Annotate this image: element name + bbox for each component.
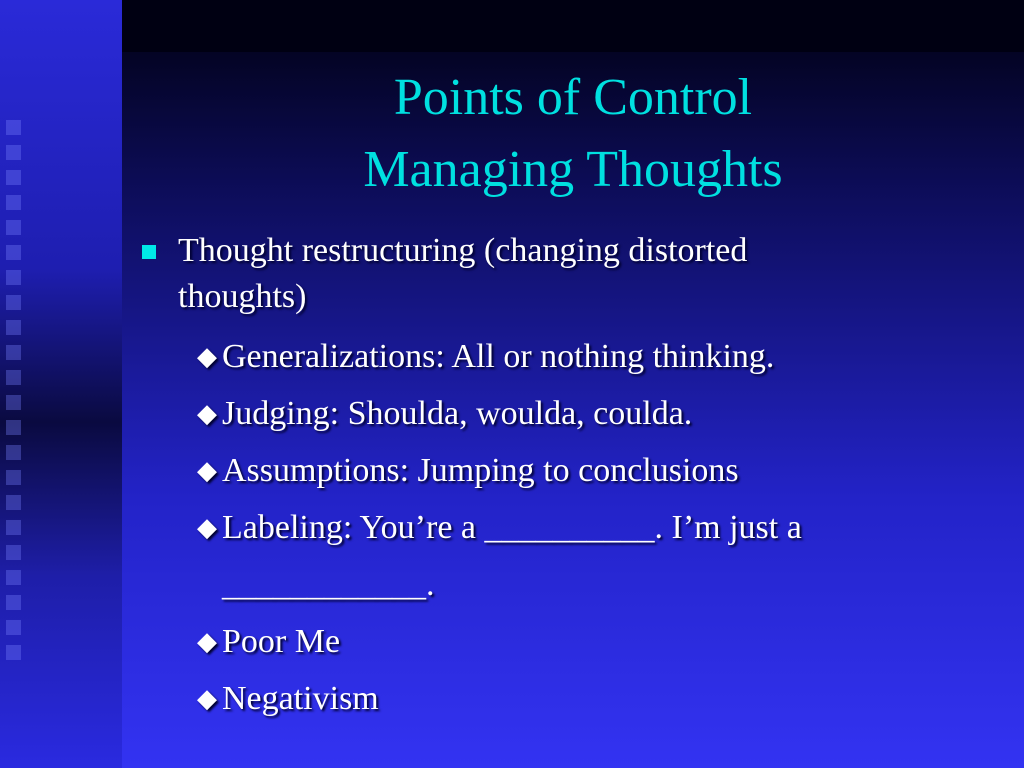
diamond-bullet-icon: ◆	[197, 513, 217, 542]
sub-bullet-text: Judging: Shoulda, woulda, coulda.	[222, 395, 693, 432]
top-band	[122, 0, 1024, 52]
left-decorative-strip	[0, 0, 122, 768]
sub-bullet-labeling	[140, 499, 1000, 613]
sub-bullet-judging	[140, 385, 1000, 442]
diamond-bullet-icon: ◆	[197, 399, 217, 428]
sub-bullet-text: Poor Me	[222, 623, 341, 660]
main-bullet	[140, 228, 1000, 320]
sub-bullet-text-line-2: ____________.	[222, 566, 435, 603]
main-bullet-line-1: Thought restructuring (changing distorted	[178, 232, 748, 269]
square-bullet-icon	[142, 245, 156, 259]
diamond-bullet-icon: ◆	[197, 456, 217, 485]
title-line-1: Points of Control	[393, 69, 753, 126]
title-line-2: Managing Thoughts	[363, 141, 783, 198]
slide-body	[140, 228, 1000, 727]
sub-bullet-list	[140, 328, 1000, 727]
decorative-squares	[6, 120, 28, 670]
slide-title	[122, 62, 1024, 206]
diamond-bullet-icon: ◆	[197, 627, 217, 656]
sub-bullet-text-line-1: Labeling: You’re a __________. I’m just a	[222, 509, 802, 546]
sub-bullet-negativism	[140, 670, 1000, 727]
main-bullet-line-2: thoughts)	[178, 278, 307, 315]
sub-bullet-assumptions	[140, 442, 1000, 499]
sub-bullet-generalizations	[140, 328, 1000, 385]
diamond-bullet-icon: ◆	[197, 684, 217, 713]
sub-bullet-text: Generalizations: All or nothing thinking.	[222, 338, 775, 375]
diamond-bullet-icon: ◆	[197, 342, 217, 371]
sub-bullet-poor-me	[140, 613, 1000, 670]
sub-bullet-text: Assumptions: Jumping to conclusions	[222, 452, 739, 489]
sub-bullet-text: Negativism	[222, 680, 379, 717]
